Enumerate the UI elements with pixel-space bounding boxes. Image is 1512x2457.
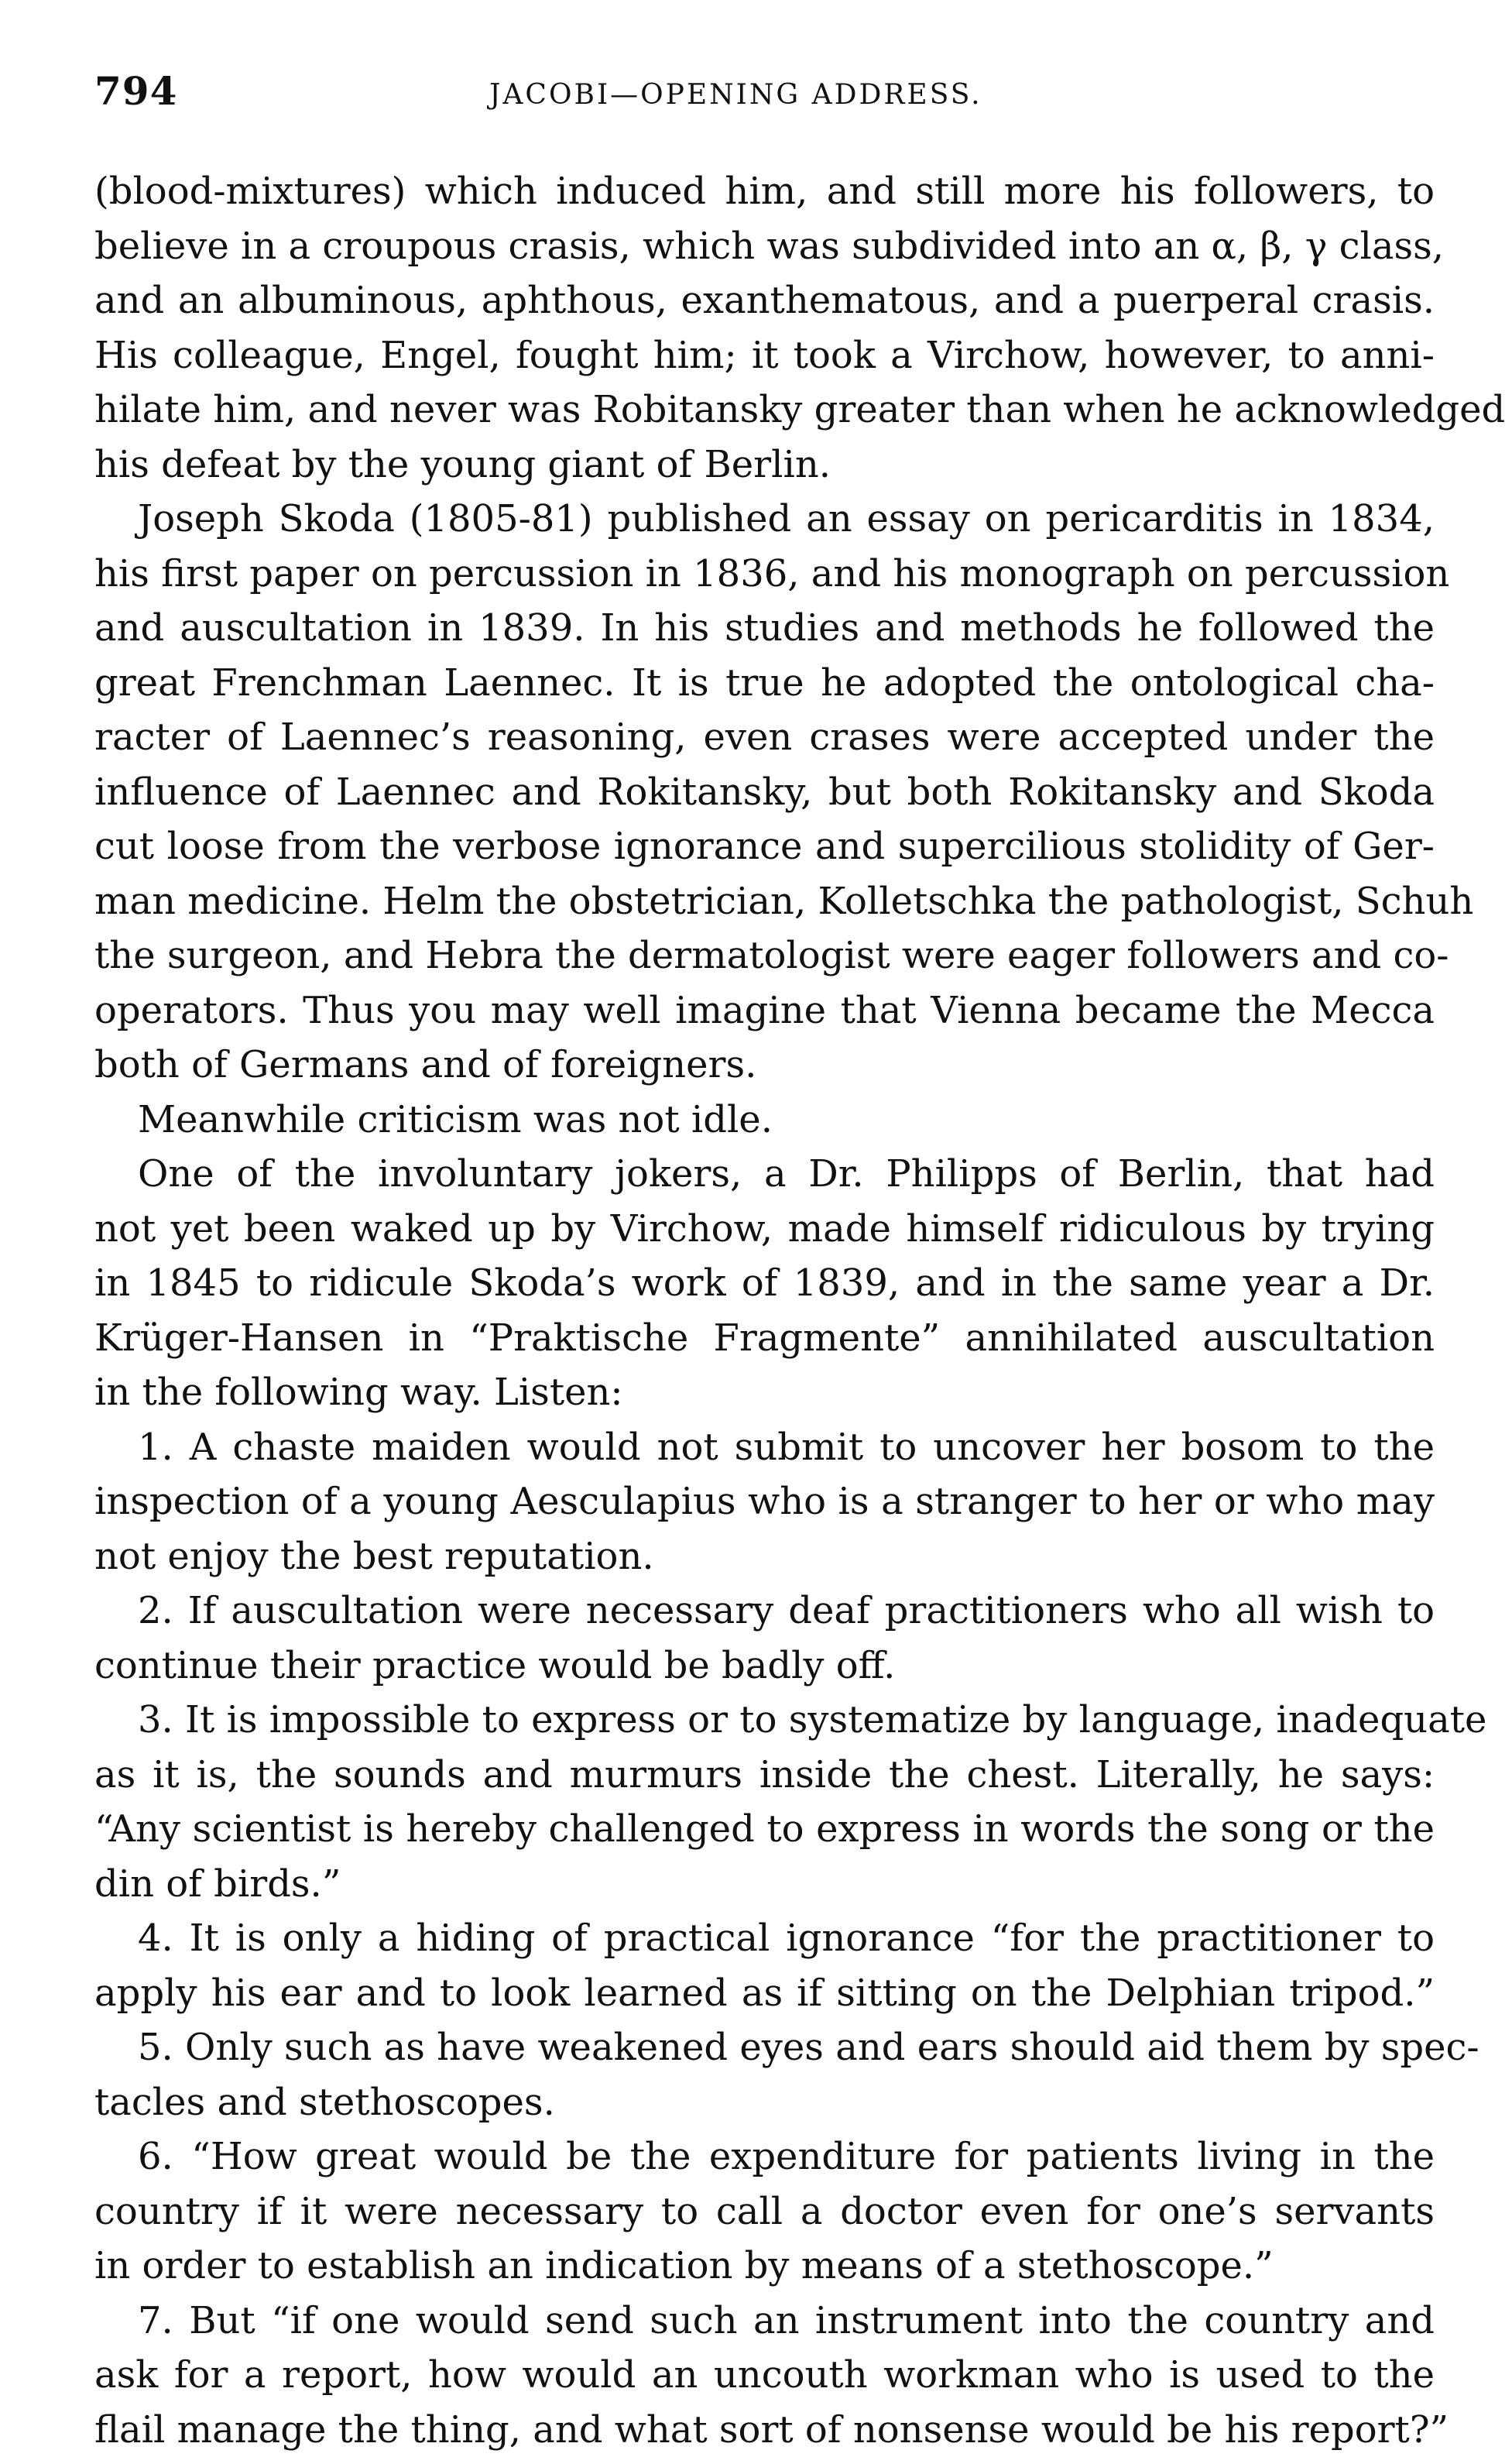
text-line: and an albuminous, aphthous, exanthematous, and a puerperal crasis. [94, 273, 1435, 328]
text-line: his first paper on percussion in 1836, and his monograph on percussion [94, 547, 1435, 602]
list-item-first-line: 1. A chaste maiden would not submit to uncover her bosom to the [94, 1420, 1435, 1475]
list-item-first-line: 7. But “if one would send such an instrument into the country and [94, 2294, 1435, 2349]
text-line: great Frenchman Laennec. It is true he adopted the ontological cha- [94, 656, 1435, 711]
text-line: not enjoy the best reputation. [94, 1529, 1435, 1584]
list-item-first-line: 5. Only such as have weakened eyes and ears should aid them by spec- [94, 2020, 1435, 2075]
text-line: influence of Laennec and Rokitansky, but both Rokitansky and Skoda [94, 765, 1435, 820]
text-line: racter of Laennec’s reasoning, even crases were accepted under the [94, 710, 1435, 765]
paragraph-first-line: Joseph Skoda (1805-81) published an essay on pericarditis in 1834, [94, 492, 1435, 547]
text-line: ask for a report, how would an uncouth workman who is used to the [94, 2348, 1435, 2403]
text-line: Krüger-Hansen in “Praktische Fragmente” annihilated auscultation [94, 1311, 1435, 1366]
text-line: in the following way. Listen: [94, 1365, 1435, 1420]
text-line: din of birds.” [94, 1857, 1435, 1912]
text-line: inspection of a young Aesculapius who is a stranger to her or who may [94, 1474, 1435, 1529]
list-item-first-line: 3. It is impossible to express or to systematize by language, inadequate [94, 1693, 1435, 1748]
text-line: hilate him, and never was Robitansky greater than when he acknowledged [94, 383, 1435, 438]
text-line: both of Germans and of foreigners. [94, 1038, 1435, 1093]
paragraph-first-line: One of the involuntary jokers, a Dr. Philipps of Berlin, that had [94, 1147, 1435, 1202]
text-line: (blood-mixtures) which induced him, and still more his followers, to [94, 164, 1435, 219]
text-line: flail manage the thing, and what sort of nonsense would be his report?” [94, 2403, 1435, 2457]
text-line: and auscultation in 1839. In his studies and methods he followed the [94, 601, 1435, 656]
text-line: his defeat by the young giant of Berlin. [94, 438, 1435, 492]
text-line: country if it were necessary to call a doctor even for one’s servants [94, 2184, 1435, 2239]
text-line: tacles and stethoscopes. [94, 2075, 1435, 2130]
running-title: JACOBI—OPENING ADDRESS. [489, 79, 982, 111]
text-line: apply his ear and to look learned as if sitting on the Delphian tripod.” [94, 1966, 1435, 2021]
text-line: believe in a croupous crasis, which was subdivided into an α, β, γ class, [94, 219, 1435, 274]
text-line: His colleague, Engel, fought him; it took a Virchow, however, to anni- [94, 328, 1435, 383]
text-line: cut loose from the verbose ignorance and supercilious stolidity of Ger- [94, 819, 1435, 874]
text-line: “Any scientist is hereby challenged to express in words the song or the [94, 1802, 1435, 1857]
list-item-first-line: 6. “How great would be the expenditure for patients living in the [94, 2129, 1435, 2184]
list-item-first-line: 2. If auscultation were necessary deaf practitioners who all wish to [94, 1584, 1435, 1639]
text-line: continue their practice would be badly off. [94, 1639, 1435, 1693]
page-number: 794 [94, 68, 177, 114]
list-item-first-line: 4. It is only a hiding of practical ignorance “for the practitioner to [94, 1911, 1435, 1966]
text-line: as it is, the sounds and murmurs inside the chest. Literally, he says: [94, 1748, 1435, 1803]
text-line: in 1845 to ridicule Skoda’s work of 1839, and in the same year a Dr. [94, 1256, 1435, 1311]
text-line: operators. Thus you may well imagine that Vienna became the Mecca [94, 983, 1435, 1038]
text-line: the surgeon, and Hebra the dermatologist were eager followers and co- [94, 928, 1435, 983]
text-line: in order to establish an indication by means of a stethoscope.” [94, 2239, 1435, 2294]
text-line: not yet been waked up by Virchow, made himself ridiculous by trying [94, 1202, 1435, 1257]
paragraph-first-line: Meanwhile criticism was not idle. [94, 1093, 1435, 1148]
running-head [94, 68, 1435, 130]
body-text [94, 164, 1435, 2457]
text-line: man medicine. Helm the obstetrician, Kolletschka the pathologist, Schuh [94, 874, 1435, 929]
